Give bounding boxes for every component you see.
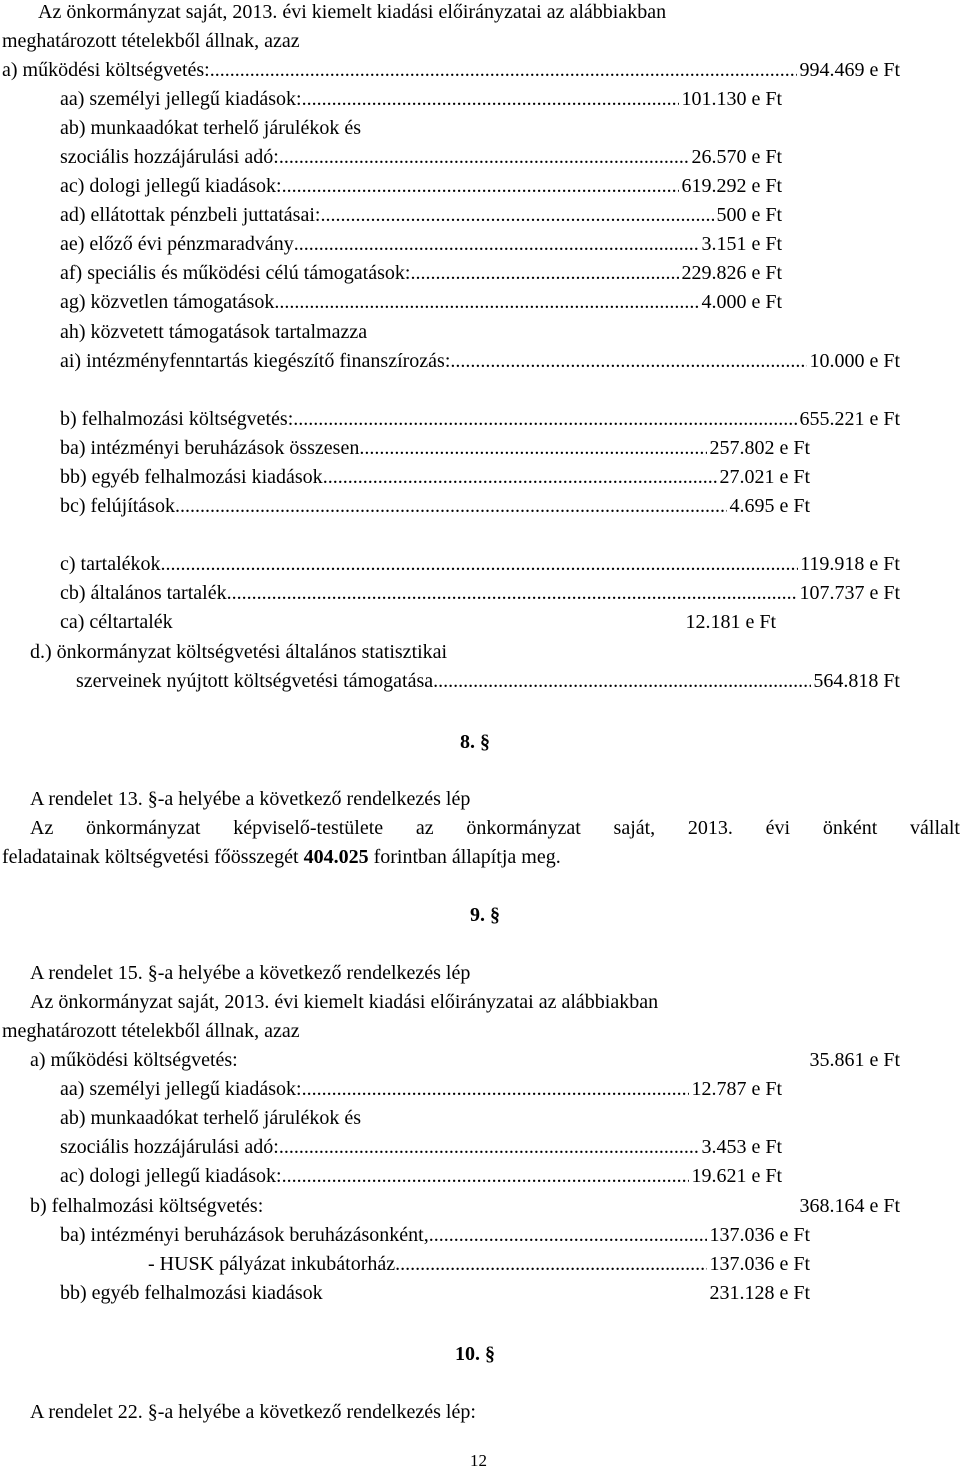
item-ae: ae) előző évi pénzmaradvány ..... 3.151 e Ft xyxy=(60,232,782,256)
item-ac: ac) dologi jellegű kiadások: ..... 619.292 e Ft xyxy=(60,174,782,198)
section-10-heading: 10. § xyxy=(455,1343,495,1365)
section-9-line-1: A rendelet 15. §-a helyébe a következő rendelkezés lép xyxy=(30,962,471,984)
s9-item-bb: bb) egyéb felhalmozási kiadások 231.128 e Ft xyxy=(60,1282,810,1304)
s9-item-ba: ba) intézményi beruházások beruházásonként, ..... 137.036 e Ft xyxy=(60,1223,810,1247)
item-ab: szociális hozzájárulási adó: ..... 26.570 e Ft xyxy=(60,145,782,169)
section-9-heading: 9. § xyxy=(470,904,500,926)
page-number: 12 xyxy=(470,1451,487,1470)
total-amount: 404.025 xyxy=(303,846,369,868)
item-ba: ba) intézményi beruházások összesen ..... 257.802 e Ft xyxy=(60,436,810,460)
item-aa: aa) személyi jellegű kiadások: ..... 101.130 e Ft xyxy=(60,87,782,111)
s9-item-aa: aa) személyi jellegű kiadások: ..... 12.787 e Ft xyxy=(60,1077,782,1101)
item-ca: ca) céltartalék 12.181 e Ft xyxy=(60,611,776,633)
section-9-intro-1: Az önkormányzat saját, 2013. évi kiemelt kiadási előirányzatai az alábbiakban xyxy=(30,991,659,1013)
item-d-line-1: d.) önkormányzat költségvetési általános statisztikai xyxy=(30,641,448,663)
item-bc: bc) felújítások ..... 4.695 e Ft xyxy=(60,494,810,518)
section-8-line-1: A rendelet 13. §-a helyébe a következő rendelkezés lép xyxy=(30,788,471,810)
intro-line-1: Az önkormányzat saját, 2013. évi kiemelt kiadási előirányzatai az alábbiakban xyxy=(38,1,667,23)
item-ad: ad) ellátottak pénzbeli juttatásai: ..... 500 e Ft xyxy=(60,203,782,227)
s9-item-ab: szociális hozzájárulási adó: ..... 3.453 e Ft xyxy=(60,1135,782,1159)
s9-item-husk: - HUSK pályázat inkubátorház ..... 137.036 e Ft xyxy=(148,1252,810,1276)
item-bb: bb) egyéb felhalmozási kiadások ..... 27.021 e Ft xyxy=(60,465,810,489)
item-b: b) felhalmozási költségvetés: ..... 655.221 e Ft xyxy=(60,407,900,431)
item-a: a) működési költségvetés: ..... 994.469 e Ft xyxy=(2,58,900,82)
s9-item-b: b) felhalmozási költségvetés: 368.164 e Ft xyxy=(30,1195,900,1217)
section-8-line-3: feladatainak költségvetési főösszegét 404.025 forintban állapítja meg. xyxy=(2,846,561,868)
s9-item-a: a) működési költségvetés: 35.861 e Ft xyxy=(30,1049,900,1071)
item-ai: ai) intézményfenntartás kiegészítő finanszírozás: ..... 10.000 e Ft xyxy=(60,349,900,373)
item-c: c) tartalékok ..... 119.918 e Ft xyxy=(60,552,900,576)
section-8-heading: 8. § xyxy=(460,731,490,753)
s9-item-ac: ac) dologi jellegű kiadások: ..... 19.621 e Ft xyxy=(60,1164,782,1188)
item-af: af) speciális és működési célú támogatások: ..... 229.826 e Ft xyxy=(60,261,782,285)
intro-line-2: meghatározott tételekből állnak, azaz xyxy=(2,30,300,52)
item-ab-line-1: ab) munkaadókat terhelő járulékok és xyxy=(60,117,361,139)
section-9-intro-2: meghatározott tételekből állnak, azaz xyxy=(2,1020,300,1042)
section-8-line-2: Az önkormányzat képviselő-testülete az önkormányzat saját, 2013. évi önként vállalt xyxy=(30,817,960,839)
item-cb: cb) általános tartalék ..... 107.737 e Ft xyxy=(60,581,900,605)
item-d: szerveinek nyújtott költségvetési támogatása ..... 564.818 Ft xyxy=(76,669,900,693)
item-ag: ag) közvetlen támogatások ..... 4.000 e Ft xyxy=(60,290,782,314)
item-ah: ah) közvetett támogatások tartalmazza xyxy=(60,321,368,343)
section-10-line-1: A rendelet 22. §-a helyébe a következő rendelkezés lép: xyxy=(30,1401,476,1423)
s9-item-ab-line-1: ab) munkaadókat terhelő járulékok és xyxy=(60,1107,361,1129)
